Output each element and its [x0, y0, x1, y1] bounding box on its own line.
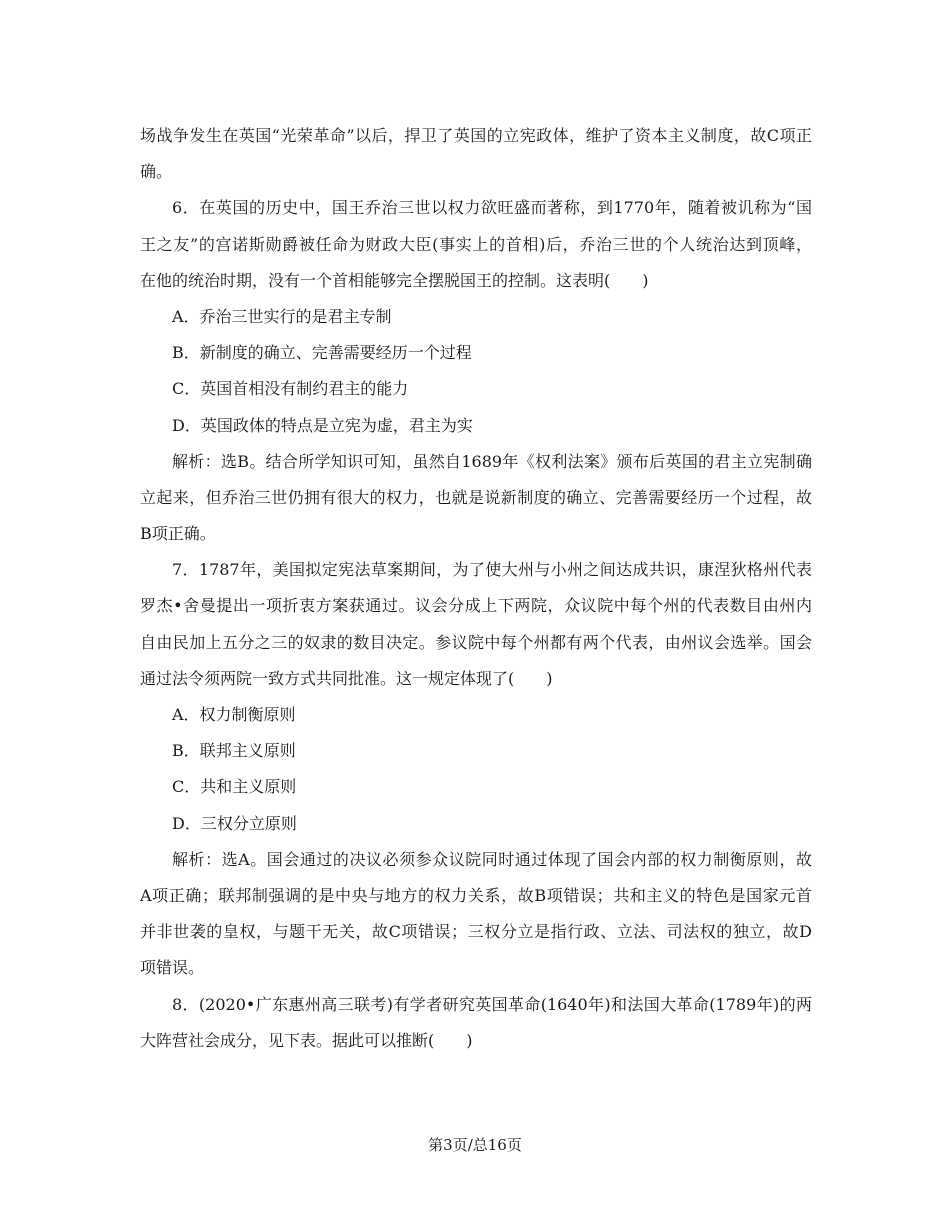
- q7-analysis-line: 项错误。: [140, 958, 205, 978]
- q6-option-c: C．英国首相没有制约君主的能力: [172, 379, 409, 399]
- q6-option-a: A．乔治三世实行的是君主专制: [172, 306, 392, 326]
- q7-option-b: B．联邦主义原则: [172, 741, 296, 761]
- q7-option-d: D．三权分立原则: [172, 813, 297, 833]
- q7-stem-line: 自由民加上五分之三的奴隶的数目决定。参议院中每个州都有两个代表，由州议会选举。国会: [140, 632, 812, 652]
- document-body: [140, 118, 812, 1059]
- q8-stem-line: 8．(2020•广东惠州高三联考)有学者研究英国革命(1640年)和法国大革命(1789年)的两: [172, 994, 812, 1014]
- q6-stem-line: 在他的统治时期，没有一个首相能够完全摆脱国王的控制。这表明( ): [140, 270, 649, 290]
- q8-stem-line: 大阵营社会成分，见下表。据此可以推断( ): [140, 1030, 473, 1050]
- q7-option-c: C．共和主义原则: [172, 777, 297, 797]
- q5-analysis-line: 确。: [140, 162, 173, 182]
- q7-analysis-line: 并非世袭的皇权，与题干无关，故C项错误；三权分立是指行政、立法、司法权的独立，故D: [140, 922, 812, 942]
- q6-analysis-line: 立起来，但乔治三世仍拥有很大的权力，也就是说新制度的确立、完善需要经历一个过程，故: [140, 487, 812, 507]
- q6-stem-line: 王之友”的宫诺斯勋爵被任命为财政大臣(事实上的首相)后，乔治三世的个人统治达到顶峰，: [140, 234, 812, 254]
- q6-option-d: D．英国政体的特点是立宪为虚，君主为实: [172, 415, 473, 435]
- q7-option-a: A．权力制衡原则: [172, 705, 296, 724]
- q6-analysis-line: 解析：选B。结合所学知识可知，虽然自1689年《权利法案》颁布后英国的君主立宪制确: [172, 451, 812, 471]
- page-number-footer: 第3页/总16页: [428, 1136, 522, 1154]
- q7-analysis-line: 解析：选A。国会通过的决议必须参众议院同时通过体现了国会内部的权力制衡原则，故: [172, 849, 812, 869]
- q6-analysis-line: B项正确。: [140, 524, 216, 544]
- q7-analysis-line: A项正确；联邦制强调的是中央与地方的权力关系，故B项错误；共和主义的特色是国家元首: [140, 885, 812, 905]
- q6-stem-line: 6．在英国的历史中，国王乔治三世以权力欲旺盛而著称，到1770年，随着被讥称为“国: [172, 198, 812, 218]
- q7-stem-line: 罗杰•舍曼提出一项折衷方案获通过。议会分成上下两院，众议院中每个州的代表数目由州内: [140, 596, 812, 616]
- q7-stem-line: 7．1787年，美国拟定宪法草案期间，为了使大州与小州之间达成共识，康涅狄格州代表: [172, 560, 812, 580]
- q6-option-b: B．新制度的确立、完善需要经历一个过程: [172, 343, 472, 363]
- q7-stem-line: 通过法令须两院一致方式共同批准。这一规定体现了( ): [140, 668, 553, 688]
- q5-analysis-line: 场战争发生在英国“光荣革命”以后，捍卫了英国的立宪政体，维护了资本主义制度，故C项正: [140, 126, 812, 145]
